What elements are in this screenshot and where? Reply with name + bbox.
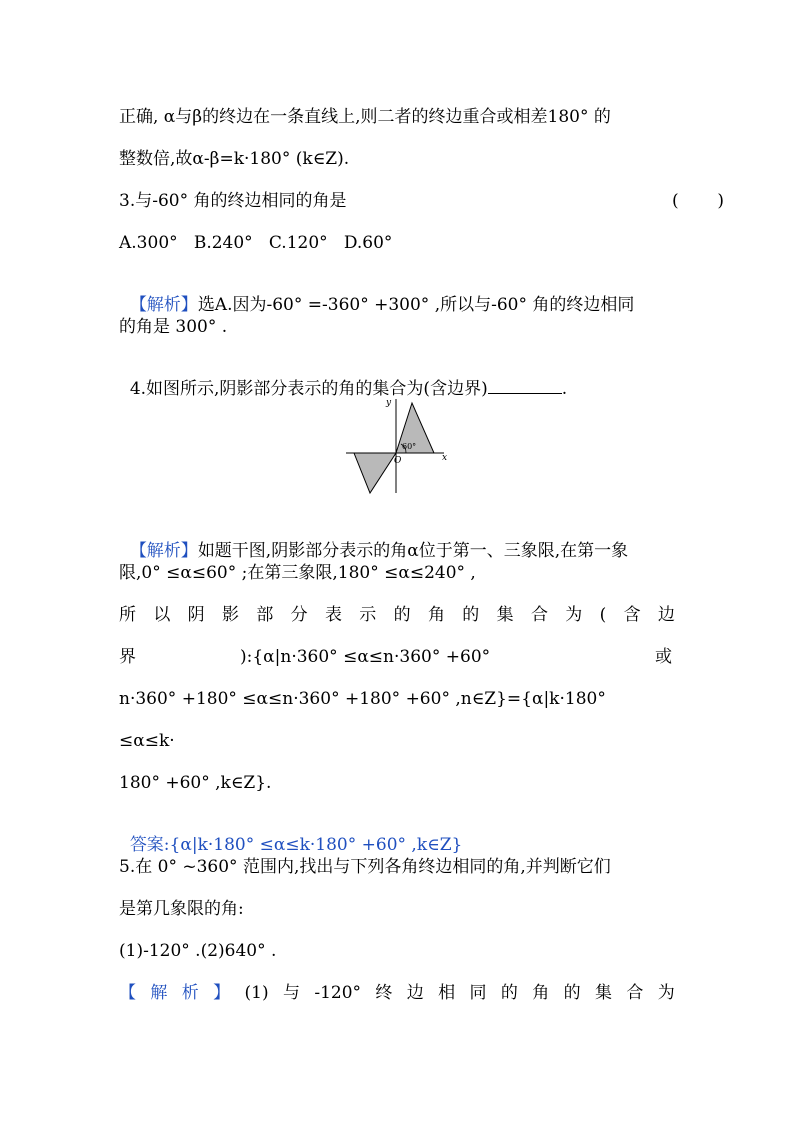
- text-line: 的角是 300° .: [119, 317, 228, 337]
- char: 的: [500, 983, 518, 1003]
- question-3: 3.与-60° 角的终边相同的角是: [119, 191, 347, 211]
- paren-close: ): [717, 191, 724, 211]
- char: 阴: [187, 605, 205, 625]
- answer-4: [119, 815, 462, 855]
- char: 解: [150, 983, 168, 1003]
- question-4-text: 4.如图所示,阴影部分表示的角的集合为(含边界): [129, 379, 488, 399]
- char: 表: [324, 605, 342, 625]
- justified-line: [119, 605, 675, 625]
- char: 为: [565, 605, 583, 625]
- text-line: 正确, α与β的终边在一条直线上,则二者的终边重合或相差180° 的: [119, 107, 611, 127]
- char: -120°: [314, 983, 362, 1003]
- char: 边: [406, 983, 424, 1003]
- question-5: 5.在 0° ~360° 范围内,找出与下列各角终边相同的角,并判断它们: [119, 857, 611, 877]
- char: 部: [256, 605, 274, 625]
- char: 角: [427, 605, 445, 625]
- char: 合: [530, 605, 548, 625]
- analysis-text: 如题干图,阴影部分表示的角α位于第一、三象限,在第一象: [197, 541, 629, 561]
- text-line: 180° +60° ,k∈Z}.: [119, 773, 272, 793]
- char: 示: [359, 605, 377, 625]
- char: 相: [438, 983, 456, 1003]
- char: 【: [119, 983, 136, 1003]
- char: 角: [532, 983, 550, 1003]
- char: 】: [213, 983, 231, 1003]
- char: 析: [181, 983, 199, 1003]
- answer-paren: [672, 191, 724, 211]
- fill-blank: [488, 379, 562, 394]
- char: 以: [153, 605, 171, 625]
- analysis-tag: 【解析】: [129, 295, 198, 315]
- text-line: 或: [655, 647, 672, 667]
- analysis-text: 选A.因为-60° =-360° +300° ,所以与-60° 角的终边相同: [197, 295, 635, 315]
- char: 合: [626, 983, 644, 1003]
- analysis-4: [119, 521, 628, 561]
- char: 终: [375, 983, 393, 1003]
- char: 所: [119, 605, 136, 625]
- text-line: (1)-120° .(2)640° .: [119, 941, 277, 961]
- text-line: ):{α|n·360° ≤α≤n·360° +60°: [240, 647, 491, 667]
- text-line: 是第几象限的角:: [119, 899, 244, 919]
- text-line: 界: [119, 647, 136, 667]
- question-4-end: .: [561, 379, 568, 399]
- shaded-region-third-quadrant: [354, 453, 396, 493]
- analysis-5-line: [119, 983, 675, 1003]
- angle-figure: [340, 395, 452, 497]
- text-line: 整数倍,故α-β=k·180° (k∈Z).: [119, 149, 350, 169]
- answer-text: {α|k·180° ≤α≤k·180° +60° ,k∈Z}: [169, 835, 463, 855]
- char: 集: [496, 605, 514, 625]
- analysis-3: [119, 275, 634, 315]
- paren-open: (: [672, 191, 679, 211]
- char: 影: [221, 605, 239, 625]
- angle-label: 60°: [402, 442, 417, 451]
- text-line: ≤α≤k·: [119, 731, 175, 751]
- x-axis-label: x: [442, 453, 448, 463]
- char: 的: [393, 605, 411, 625]
- text-line: n·360° +180° ≤α≤n·360° +180° +60° ,n∈Z}={α|k·180°: [119, 689, 606, 709]
- char: 为: [657, 983, 675, 1003]
- char: 集: [595, 983, 613, 1003]
- char: (1): [244, 983, 269, 1003]
- origin-label: O: [394, 456, 402, 466]
- char: (: [599, 605, 607, 625]
- char: 含: [623, 605, 641, 625]
- char: 的: [462, 605, 480, 625]
- question-4: [119, 359, 567, 399]
- char: 与: [282, 983, 300, 1003]
- answer-tag: 答案:: [129, 835, 170, 855]
- text-line: 限,0° ≤α≤60° ;在第三象限,180° ≤α≤240° ,: [119, 563, 476, 583]
- char: 同: [469, 983, 487, 1003]
- char: 的: [563, 983, 581, 1003]
- char: 边: [657, 605, 675, 625]
- y-axis-label: y: [386, 398, 392, 408]
- char: 分: [290, 605, 308, 625]
- question-3-options: A.300° B.240° C.120° D.60°: [119, 233, 393, 253]
- analysis-tag: 【解析】: [129, 541, 198, 561]
